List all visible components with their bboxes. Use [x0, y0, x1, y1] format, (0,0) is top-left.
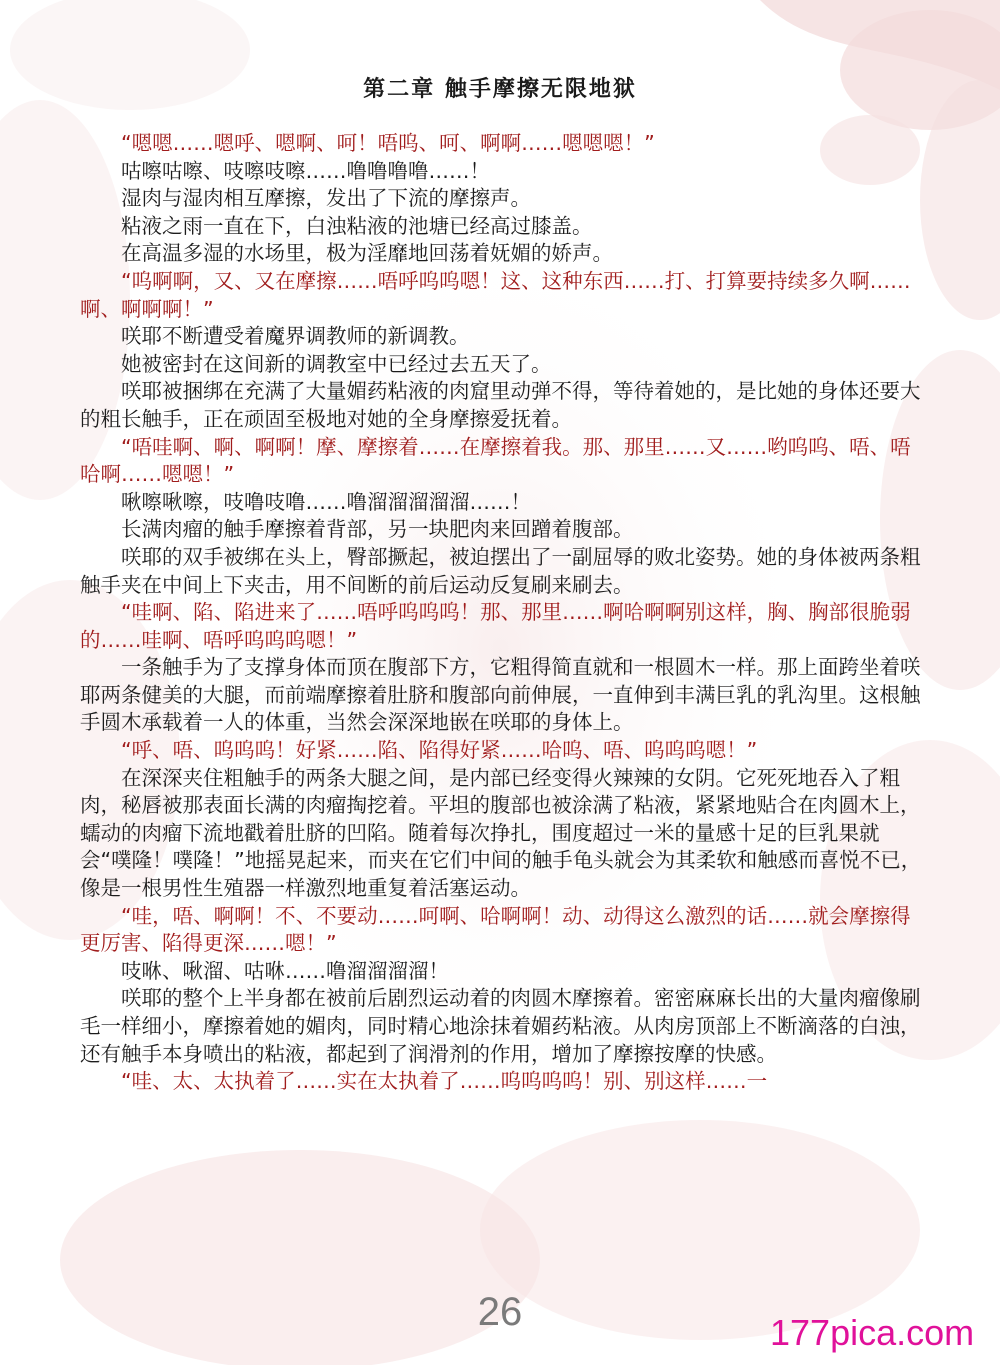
narration-paragraph: 粘液之雨一直在下，白浊粘液的池塘已经高过膝盖。 — [121, 213, 593, 238]
chapter-title: 第二章 触手摩擦无限地狱 — [363, 77, 637, 102]
dialogue-paragraph: “呼、唔、呜呜呜！好紧……陷、陷得好紧……哈呜、唔、呜呜呜嗯！” — [121, 738, 758, 763]
narration-paragraph: 在深深夹住粗触手的两条大腿之间，是内部已经变得火辣辣的女阴。它死死地吞入了粗肉，秘唇被那表面长满的肉瘤掏挖着。平坦的腹部也被涂满了粘液，紧紧地贴合在肉圆木上，蠕动的肉瘤下流地戳着肚脐的凹陷。随着每次挣扎，围度超过一米的量感十足的巨乳果就会“噗隆！噗隆！”地摇晃起来，而夹在它们中间的触手龟头就会为其柔软和触感而喜悦不已，像是一根男性生殖器一样激烈地重复着活塞运动。 — [80, 765, 922, 901]
narration-paragraph: 她被密封在这间新的调教室中已经过去五天了。 — [121, 351, 552, 376]
narration-paragraph: 湿肉与湿肉相互摩擦，发出了下流的摩擦声。 — [121, 186, 531, 211]
narration-paragraph: 咕嚓咕嚓、吱嚓吱嚓……噜噜噜噜……！ — [121, 158, 490, 183]
dialogue-paragraph: “哇、太、太执着了……实在太执着了……呜呜呜呜！别、别这样……一 — [121, 1069, 768, 1094]
narration-paragraph: 在高温多湿的水场里，极为淫靡地回荡着妩媚的娇声。 — [121, 241, 613, 266]
dialogue-paragraph: “呜啊啊，又、又在摩擦……唔呼呜呜嗯！这、这种东西……打、打算要持续多久啊……啊、啊啊啊！” — [80, 268, 911, 321]
site-watermark: 177pica.com — [770, 1312, 975, 1353]
page-number: 26 — [477, 1290, 523, 1334]
narration-paragraph: 吱咻、啾溜、咕咻……噜溜溜溜溜！ — [121, 958, 449, 983]
narration-paragraph: 咲耶被捆绑在充满了大量媚药粘液的肉窟里动弹不得，等待着她的，是比她的身体还要大的粗长触手，正在顽固至极地对她的全身摩擦爱抚着。 — [80, 379, 921, 431]
dialogue-paragraph: “唔哇啊、啊、啊啊！摩、摩擦着……在摩擦着我。那、那里……又……哟呜呜、唔、唔哈啊……嗯嗯！” — [80, 434, 911, 487]
narration-paragraph: 咲耶的整个上半身都在被前后剧烈运动着的肉圆木摩擦着。密密麻麻长出的大量肉瘤像刷毛一样细小，摩擦着她的媚肉，同时精心地涂抹着媚药粘液。从肉房顶部上不断滴落的白浊，还有触手本身喷出的粘液，都起到了润滑剂的作用，增加了摩擦按摩的快感。 — [80, 986, 921, 1066]
narration-paragraph: 长满肉瘤的触手摩擦着背部，另一块肥肉来回蹭着腹部。 — [121, 517, 634, 542]
dialogue-paragraph: “嗯嗯……嗯呼、嗯啊、呵！唔呜、呵、啊啊……嗯嗯嗯！” — [121, 131, 655, 155]
dialogue-paragraph: “哇啊、陷、陷进来了……唔呼呜呜呜！那、那里……啊哈啊啊别这样，胸、胸部很脆弱的……哇啊、唔呼呜呜呜嗯！” — [80, 600, 911, 652]
narration-paragraph: 咲耶不断遭受着魔界调教师的新调教。 — [121, 324, 470, 349]
narration-paragraph: 咲耶的双手被绑在头上，臀部撅起，被迫摆出了一副屈辱的败北姿势。她的身体被两条粗触手夹在中间上下夹击，用不间断的前后运动反复刷来刷去。 — [80, 544, 921, 597]
body-text — [80, 130, 930, 1096]
narration-paragraph: 啾嚓啾嚓，吱噜吱噜……噜溜溜溜溜溜……！ — [121, 489, 531, 514]
narration-paragraph: 一条触手为了支撑身体而顶在腹部下方，它粗得简直就和一根圆木一样。那上面跨坐着咲耶两条健美的大腿，而前端摩擦着肚脐和腹部向前伸展，一直伸到丰满巨乳的乳沟里。这根触手圆木承载着一人的体重，当然会深深地嵌在咲耶的身体上。 — [80, 655, 921, 735]
dialogue-paragraph: “哇，唔、啊啊！不、不要动……呵啊、哈啊啊！动、动得这么激烈的话……就会摩擦得更厉害、陷得更深……嗯！” — [80, 903, 911, 956]
